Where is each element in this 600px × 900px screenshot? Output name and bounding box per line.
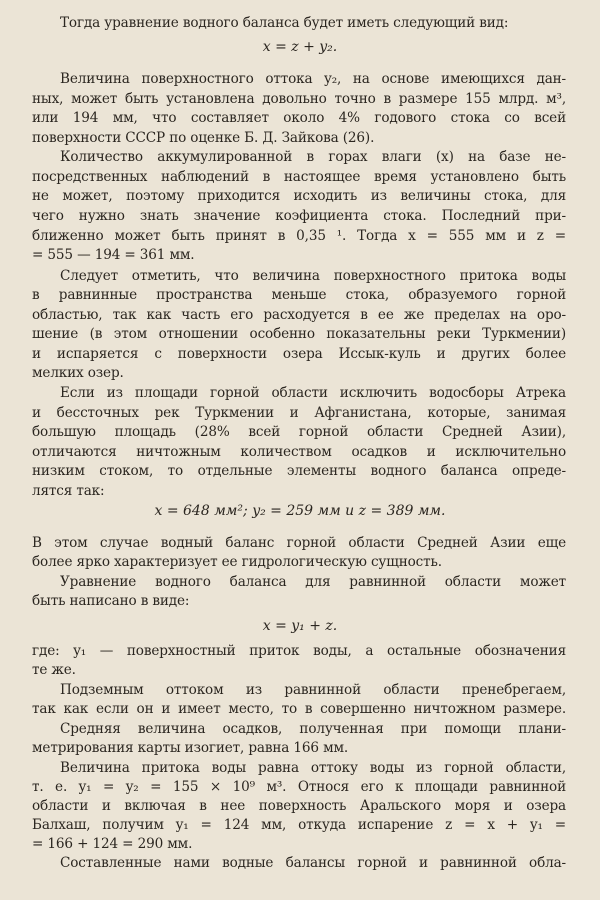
paragraph-7-line: те же. xyxy=(32,662,76,678)
paragraph-6-line: быть написано в виде: xyxy=(32,593,190,609)
paragraph-5-line: и бессточных рек Туркмении и Афганистана, которые, занимая xyxy=(32,405,566,421)
paragraph-4-line: Следует отметить, что величина поверхностного притока воды xyxy=(60,268,566,284)
paragraph-10-line: Балхаш, получим y₁ = 124 мм, откуда испарение z = x + y₁ = xyxy=(32,817,566,833)
paragraph-7-line: где: y₁ — поверхностный приток воды, а остальные обозначения xyxy=(32,643,566,659)
paragraph-2-line: или 194 мм, что составляет около 4% годового стока со всей xyxy=(32,110,566,126)
paragraph-8-line: Подземным оттоком из равнинной области пренебрегаем, xyxy=(60,682,566,698)
paragraph-5-line: большую площадь (28% всей горной области Средней Азии), xyxy=(32,424,566,440)
equation-2: x = 648 мм²; y₂ = 259 мм и z = 389 мм. xyxy=(154,503,446,519)
paragraph-6-line: В этом случае водный баланс горной области Средней Азии еще xyxy=(32,535,566,551)
paragraph-4-line: мелких озер. xyxy=(32,365,124,381)
paragraph-4-line: в равнинные пространства меньше стока, образуемого горной xyxy=(32,287,566,303)
paragraph-3-line: Количество аккумулированной в горах влаги (x) на базе не- xyxy=(60,149,566,165)
paragraph-3-line: посредственных наблюдений в настоящее время установлено быть xyxy=(32,169,566,185)
paragraph-8-line: так как если он и имеет место, то в совершенно ничтожном размере. xyxy=(32,701,566,717)
paragraph-5-line: отличаются ничтожным количеством осадков и исключительно xyxy=(32,444,566,460)
paragraph-2-line: Величина поверхностного оттока y₂, на основе имеющихся дан- xyxy=(60,71,566,87)
paragraph-4-line: шение (в этом отношении особенно показательны реки Туркмении) xyxy=(32,326,566,342)
paragraph-10-line: Величина притока воды равна оттоку воды из горной области, xyxy=(60,760,566,776)
paragraph-3-line: ближенно может быть принят в 0,35 ¹. Тогда x = 555 мм и z = xyxy=(32,228,566,244)
paragraph-6-line: более ярко характеризует ее гидрологическую сущность. xyxy=(32,554,442,570)
paragraph-1-line: Тогда уравнение водного баланса будет иметь следующий вид: xyxy=(60,15,509,31)
paragraph-3-line: = 555 — 194 = 361 мм. xyxy=(32,247,195,263)
paragraph-9-line: метрирования карты изогиет, равна 166 мм. xyxy=(32,740,349,756)
equation-1: x = z + y₂. xyxy=(262,39,338,55)
paragraph-5-line: лятся так: xyxy=(32,483,105,499)
paragraph-4-line: областью, так как часть его расходуется в ее же пределах на оро- xyxy=(32,307,566,323)
paragraph-5-line: низким стоком, то отдельные элементы водного баланса опреде- xyxy=(32,463,566,479)
paragraph-2-line: поверхности СССР по оценке Б. Д. Зайкова (26). xyxy=(32,130,375,146)
paragraph-10-line: области и включая в нее поверхность Аральского моря и озера xyxy=(32,798,566,814)
paragraph-5-line: Если из площади горной области исключить водосборы Атрека xyxy=(60,385,566,401)
equation-3: x = y₁ + z. xyxy=(262,618,338,634)
paragraph-2-line: ных, может быть установлена довольно точно в размере 155 млрд. м³, xyxy=(32,91,566,107)
paragraph-3-line: чего нужно знать значение коэфициента стока. Последний при- xyxy=(32,208,566,224)
paragraph-4-line: и испаряется с поверхности озера Иссык-куль и других более xyxy=(32,346,566,362)
paragraph-6-line: Уравнение водного баланса для равнинной области может xyxy=(60,574,566,590)
paragraph-11-line: Составленные нами водные балансы горной и равнинной обла- xyxy=(60,855,566,871)
paragraph-9-line: Средняя величина осадков, полученная при помощи плани- xyxy=(60,721,566,737)
paragraph-10-line: = 166 + 124 = 290 мм. xyxy=(32,836,193,852)
paragraph-3-line: не может, поэтому приходится исходить из величины стока, для xyxy=(32,188,566,204)
paragraph-10-line: т. е. y₁ = y₂ = 155 × 10⁹ м³. Относя его к площади равнинной xyxy=(32,779,566,795)
